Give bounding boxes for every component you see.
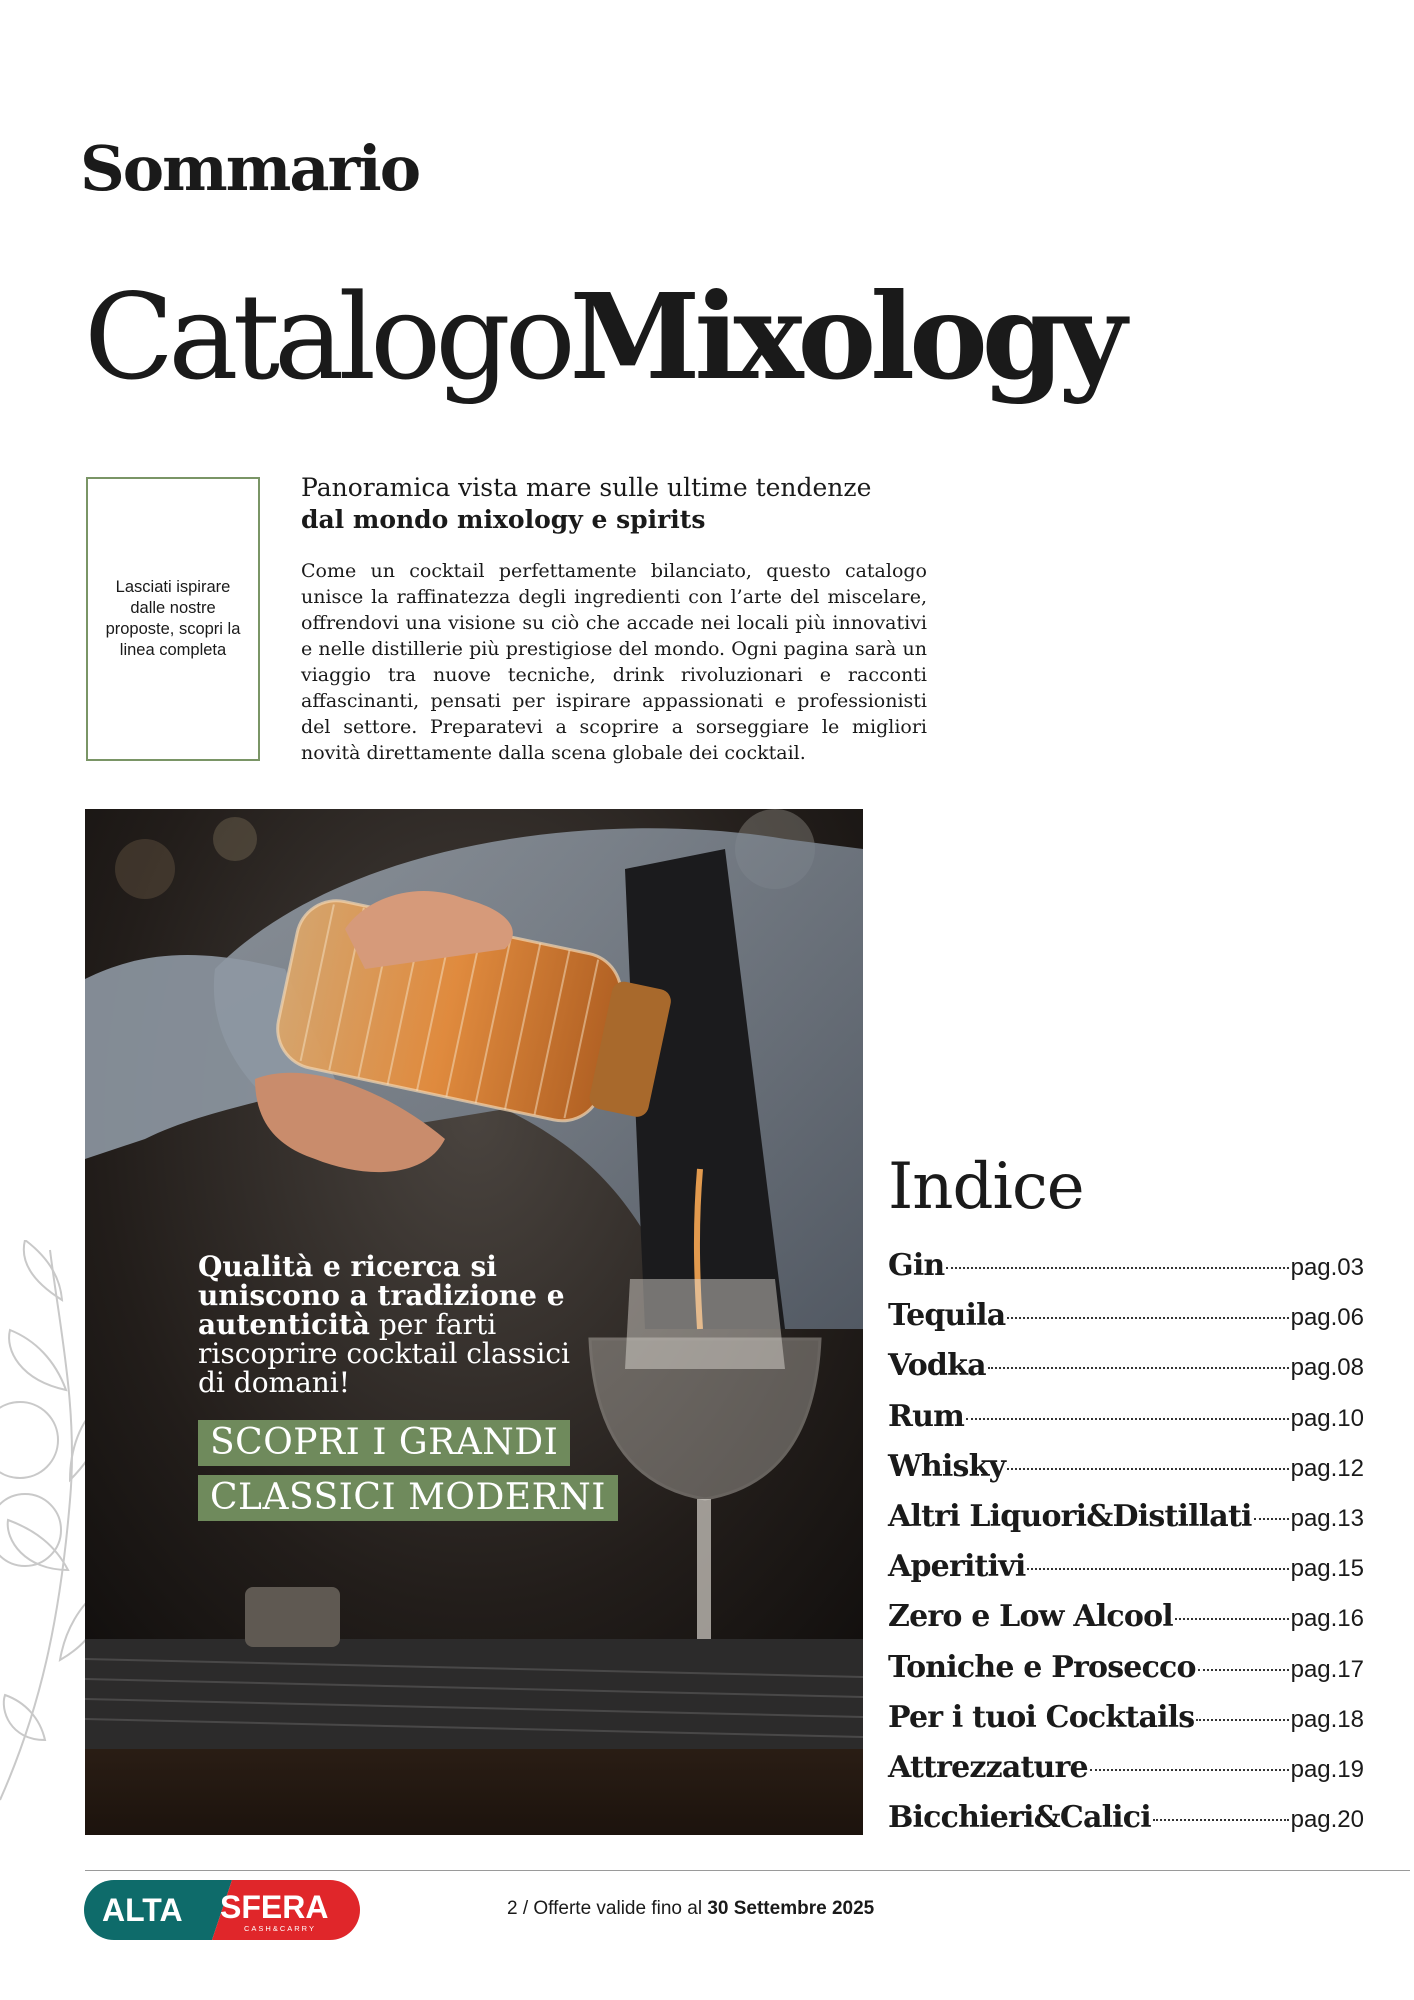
index-item-name: Per i tuoi Cocktails <box>888 1699 1195 1735</box>
index-row[interactable] <box>888 1399 1364 1449</box>
index-item-name: Zero e Low Alcool <box>888 1599 1173 1635</box>
index-item-name: Rum <box>888 1398 965 1434</box>
index-dot-leader <box>988 1367 1289 1369</box>
logo-right-text: SFERA <box>220 1889 329 1925</box>
index-row[interactable] <box>888 1800 1364 1850</box>
index-item-page: pag.03 <box>1290 1254 1364 1281</box>
index-item-page: pag.13 <box>1290 1504 1364 1532</box>
index-dot-leader <box>1007 1317 1288 1319</box>
index-row[interactable] <box>888 1449 1364 1499</box>
intro-body: Come un cocktail perfettamente bilanciato, questo catalogo unisce la raffinatezza degli ingredienti con l’arte del miscelare, offrendovi una visione su ciò che accade nei locali più innovativi e nelle distillerie più prestigiose del mondo. Ogni pagina sarà un viaggio tra nuove tecniche, drink rivoluzionari e racconti affascinanti, pensati per ispirare appassionati e professionisti del settore. Preparatevi a scoprire a sorseggiare le migliori novità direttamente dalla scena globale dei cocktail. <box>301 560 927 764</box>
intro-line-2: dal mondo mixology e spirits <box>301 504 706 534</box>
index-item-page: pag.19 <box>1290 1755 1364 1783</box>
title-bold: Mixology <box>569 267 1121 406</box>
index-row[interactable] <box>888 1650 1364 1700</box>
index-item-page: pag.10 <box>1290 1404 1364 1432</box>
index-item-name: Toniche e Prosecco <box>888 1649 1196 1685</box>
index-item-name: Gin <box>888 1248 945 1283</box>
index-row[interactable] <box>888 1700 1364 1750</box>
index-item-name: Bicchieri&Calici <box>888 1800 1151 1836</box>
index-item-name: Aperitivi <box>888 1549 1026 1585</box>
index-item-page: pag.20 <box>1290 1806 1364 1834</box>
index-item-page: pag.15 <box>1290 1555 1364 1583</box>
footer-text-date: 30 Settembre 2025 <box>707 1898 875 1919</box>
index-item-page: pag.12 <box>1290 1454 1364 1482</box>
photo-headline <box>198 1252 598 1397</box>
index-row[interactable] <box>888 1549 1364 1599</box>
title-light: Catalogo <box>84 268 570 406</box>
cta-line-1[interactable]: SCOPRI I GRANDI <box>198 1420 570 1466</box>
index-item-page: pag.06 <box>1290 1304 1364 1332</box>
index-dot-leader <box>966 1418 1289 1420</box>
intro-heading <box>301 472 941 535</box>
index-item-name: Attrezzature <box>888 1749 1088 1785</box>
promo-box <box>86 477 260 761</box>
index-dot-leader <box>1175 1618 1289 1620</box>
photo-headline-bold: Qualità e ricerca si uniscono a tradizione e autenticità <box>198 1250 565 1341</box>
index-row[interactable] <box>888 1499 1364 1549</box>
index-dot-leader <box>1254 1518 1289 1520</box>
index-item-name: Altri Liquori&Distillati <box>888 1498 1252 1534</box>
index-item-name: Vodka <box>888 1348 986 1384</box>
index-row[interactable] <box>888 1348 1364 1398</box>
index-item-name: Tequila <box>888 1298 1006 1334</box>
index-row[interactable] <box>888 1750 1364 1800</box>
footer-divider <box>85 1870 1410 1871</box>
index-item-page: pag.18 <box>1290 1705 1364 1733</box>
index-dot-leader <box>1090 1769 1289 1771</box>
photo-headline-rest: per farti riscoprire cocktail classici di domani! <box>198 1308 570 1399</box>
index-item-page: pag.16 <box>1290 1605 1364 1633</box>
footer-text <box>507 1898 874 1920</box>
index-item-name: Whisky <box>888 1448 1006 1484</box>
index-dot-leader <box>1007 1468 1288 1470</box>
catalog-title <box>84 267 1121 406</box>
logo-left-text: ALTA <box>102 1892 183 1928</box>
index-dot-leader <box>1027 1568 1288 1570</box>
logo-sub-text: CASH&CARRY <box>244 1924 316 1933</box>
index-dot-leader <box>1198 1669 1289 1671</box>
index-list <box>888 1248 1364 1850</box>
index-dot-leader <box>1196 1719 1288 1721</box>
index-row[interactable] <box>888 1298 1364 1348</box>
index-item-page: pag.08 <box>1290 1354 1364 1382</box>
index-item-page: pag.17 <box>1290 1655 1364 1683</box>
section-title: Sommario <box>80 132 420 205</box>
index-row[interactable] <box>888 1248 1364 1298</box>
index-dot-leader <box>946 1267 1288 1269</box>
index-title: Indice <box>888 1150 1084 1224</box>
index-dot-leader <box>1153 1819 1289 1821</box>
index-row[interactable] <box>888 1599 1364 1649</box>
intro-line-1: Panoramica vista mare sulle ultime tendenze <box>301 473 872 502</box>
cta-line-2[interactable]: CLASSICI MODERNI <box>198 1475 618 1521</box>
altasfera-logo <box>82 1878 362 1942</box>
bartender-photo <box>85 809 863 1835</box>
promo-box-text: Lasciati ispirare dalle nostre proposte, scopri la linea completa <box>105 577 241 660</box>
footer-text-prefix: 2 / Offerte valide fino al <box>507 1898 708 1919</box>
